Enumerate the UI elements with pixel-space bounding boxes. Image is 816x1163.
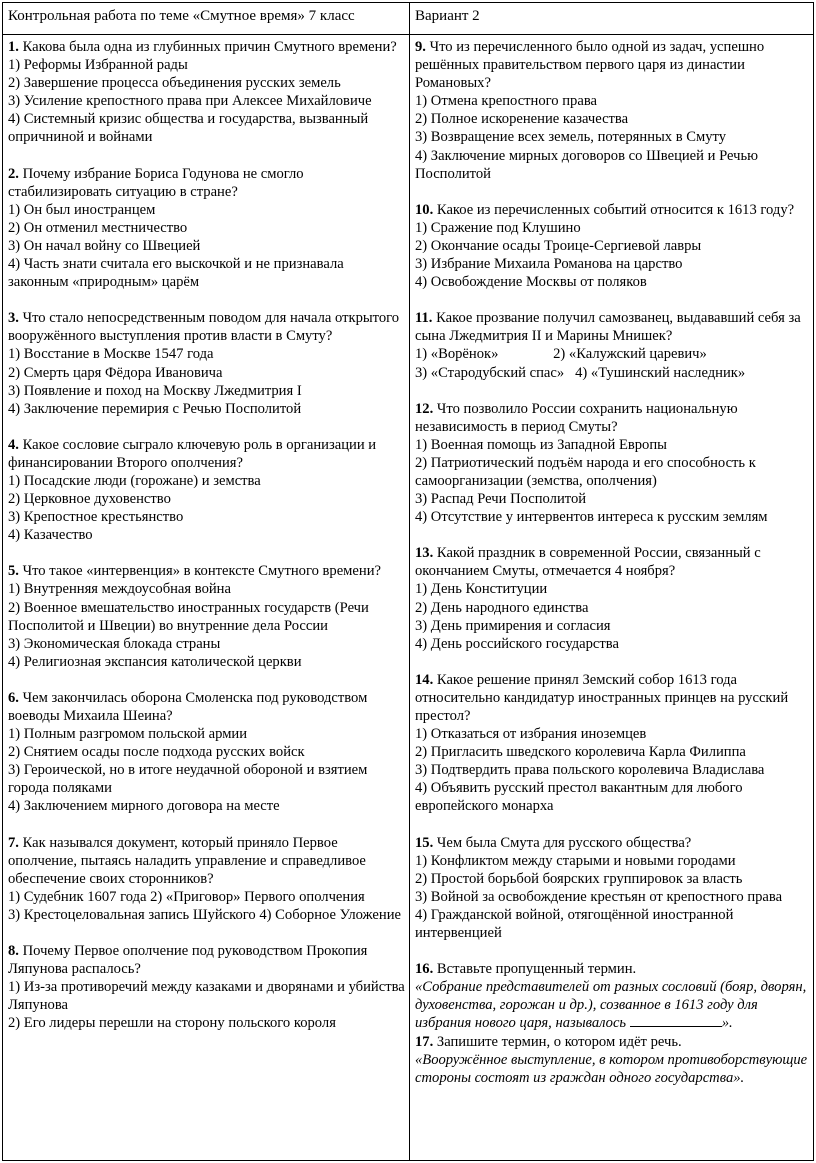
question-text: Запишите термин, о котором идёт речь. [436, 1033, 682, 1050]
right-column [415, 38, 809, 1087]
question-1 [8, 38, 406, 147]
answer-option: 4) Заключением мирного договора на месте [8, 798, 280, 815]
question-5 [8, 562, 406, 671]
question-text: Какова была одна из глубинных причин Смутного времени? [22, 39, 397, 55]
answer-option: 1) Внутренняя междоусобная война [8, 581, 231, 598]
answer-option: 4) Объявить русский престол вакантным для любого европейского монарха [415, 780, 743, 815]
answer-option: 2) Он отменил местничество [8, 219, 188, 236]
question-number: 9. [415, 39, 426, 55]
question-text: Почему Первое ополчение под руководством Прокопия Ляпунова распалось? [8, 943, 368, 978]
answer-option: 2) Пригласить шведского королевича Карла Филиппа [415, 744, 746, 761]
answer-option: 1) «Ворёнок» 2) «Калужский царевич» [415, 346, 707, 363]
question-text: Что стало непосредственным поводом для начала открытого вооружённого выступления против власти в Смуту? [8, 310, 400, 345]
question-number: 14. [415, 671, 434, 688]
question-text: Что из перечисленного было одной из задач, успешно решённых правительством первого царя из династии Романовых? [415, 39, 765, 92]
answer-option: 2) Церковное духовенство [8, 491, 171, 508]
column-divider [409, 3, 410, 1160]
question-11 [415, 309, 809, 381]
variant-label: Вариант 2 [415, 8, 480, 24]
question-text: Какое прозвание получил самозванец, выдававший себя за сына Лжедмитрия II и Марины Мнишек? [415, 310, 801, 345]
question-number: 12. [415, 400, 434, 417]
answer-option: 4) Системный кризис общества и государства, вызванный опричниной и войнами [8, 111, 369, 146]
left-column [8, 38, 406, 1033]
answer-option: 2) День народного единства [415, 599, 589, 616]
question-number: 16. [415, 961, 434, 978]
answer-option: 3) Крестоцеловальная запись Шуйского 4) Соборное Уложение [8, 906, 401, 923]
answer-option: 2) Патриотический подъём народа и его способность к самоорганизации (земства, ополчения) [415, 454, 756, 489]
answer-option: 2) Снятием осады после подхода русских войск [8, 744, 305, 761]
answer-option: 4) Религиозная экспансия католической церкви [8, 653, 302, 670]
answer-option: 1) Военная помощь из Западной Европы [415, 436, 667, 453]
answer-option: 3) Экономическая блокада страны [8, 635, 221, 652]
question-12 [415, 400, 809, 527]
question-number: 8. [8, 943, 19, 960]
worksheet-table [2, 2, 814, 1161]
question-text: Какой праздник в современной России, связанный с окончанием Смуты, отмечается 4 ноября? [415, 545, 761, 580]
question-quote: «Собрание представителей от разных сословий (бояр, дворян, духовенства, горожан и др.), созванное в 1613 году для избрания нового царя, называлось [415, 979, 807, 1032]
question-number: 1. [8, 39, 19, 55]
question-14 [415, 671, 809, 816]
answer-option: 1) Отказаться от избрания иноземцев [415, 726, 647, 743]
answer-option: 4) Часть знати считала его выскочкой и не признавала законным «природным» царём [8, 256, 344, 291]
question-number: 2. [8, 165, 19, 182]
question-17 [415, 1033, 809, 1087]
question-number: 13. [415, 545, 434, 562]
question-6 [8, 689, 406, 816]
answer-option: 1) Конфликтом между старыми и новыми городами [415, 852, 736, 869]
answer-option: 1) Он был иностранцем [8, 201, 156, 218]
question-16 [415, 960, 809, 1032]
question-number: 6. [8, 689, 19, 706]
answer-option: 2) Простой борьбой боярских группировок за власть [415, 870, 743, 887]
quote-end: ». [721, 1015, 733, 1032]
answer-option: 2) Окончание осады Троице-Сергиевой лавры [415, 237, 702, 254]
answer-option: 3) День примирения и согласия [415, 617, 611, 634]
header-divider [3, 34, 813, 35]
answer-option: 4) Казачество [8, 527, 93, 544]
question-quote: «Вооружённое выступление, в котором противоборствующие стороны состоят из граждан одного государства». [415, 1051, 808, 1086]
question-text: Какое из перечисленных событий относится к 1613 году? [436, 201, 795, 218]
answer-option: 3) Возвращение всех земель, потерянных в Смуту [415, 129, 727, 146]
answer-option: 4) Гражданской войной, отягощённой иностранной интервенцией [415, 906, 734, 942]
question-13 [415, 544, 809, 653]
question-text: Какое сословие сыграло ключевую роль в организации и финансировании Второго ополчения? [8, 436, 377, 471]
answer-option: 1) Реформы Избранной рады [8, 57, 188, 74]
answer-option: 3) «Стародубский спас» 4) «Тушинский наследник» [415, 364, 746, 381]
answer-option: 1) Сражение под Клушино [415, 219, 581, 236]
worksheet-title: Контрольная работа по теме «Смутное время» 7 класс [8, 8, 355, 24]
question-number: 11. [415, 310, 433, 327]
question-text: Чем закончилась оборона Смоленска под руководством воеводы Михаила Шеина? [8, 689, 368, 724]
answer-option: 4) Заключение мирных договоров со Швецией и Речью Посполитой [415, 147, 759, 182]
question-4 [8, 436, 406, 545]
answer-option: 4) Заключение перемирия с Речью Посполитой [8, 400, 302, 417]
answer-option: 2) Военное вмешательство иностранных государств (Речи Посполитой и Швеции) во внутренние дела России [8, 599, 369, 634]
question-number: 3. [8, 310, 19, 327]
answer-option: 1) День Конституции [415, 581, 548, 598]
answer-option: 3) Появление и поход на Москву Лжедмитрия I [8, 382, 302, 399]
answer-option: 1) Полным разгромом польской армии [8, 726, 248, 743]
answer-option: 3) Он начал войну со Швецией [8, 237, 201, 254]
question-10 [415, 201, 809, 291]
question-8 [8, 942, 406, 1032]
question-text: Почему избрание Бориса Годунова не смогло стабилизировать ситуацию в стране? [8, 165, 304, 200]
answer-option: 1) Посадские люди (горожане) и земства [8, 472, 261, 489]
question-text: Чем была Смута для русского общества? [436, 834, 692, 851]
answer-option: 1) Из-за противоречий между казаками и дворянами и убийства Ляпунова [8, 979, 405, 1014]
answer-option: 1) Отмена крепостного права [415, 93, 597, 110]
answer-option: 3) Усиление крепостного права при Алексее Михайловиче [8, 93, 372, 110]
question-number: 4. [8, 436, 19, 453]
question-number: 5. [8, 563, 19, 580]
answer-option: 2) Полное искоренение казачества [415, 111, 629, 128]
question-3 [8, 309, 406, 418]
question-number: 15. [415, 834, 434, 851]
answer-option: 3) Войной за освобождение крестьян от крепостного права [415, 888, 783, 905]
answer-option: 1) Восстание в Москве 1547 года [8, 346, 214, 363]
question-text: Как назывался документ, который приняло Первое ополчение, пытаясь наладить управление и справедливое обеспечение своих сторонников? [8, 834, 366, 887]
question-text: Вставьте пропущенный термин. [436, 961, 637, 978]
question-text: Какое решение принял Земский собор 1613 года относительно кандидатур иностранных принцев на русский престол? [415, 671, 789, 724]
answer-option: 1) Судебник 1607 года 2) «Приговор» Первого ополчения [8, 888, 365, 905]
answer-option: 3) Распад Речи Посполитой [415, 491, 587, 508]
question-9 [415, 38, 809, 183]
answer-option: 3) Избрание Михаила Романова на царство [415, 256, 683, 273]
question-text: Что такое «интервенция» в контексте Смутного времени? [22, 563, 381, 580]
answer-option: 4) День российского государства [415, 635, 619, 652]
answer-option: 3) Героической, но в итоге неудачной обороной и взятием города поляками [8, 762, 368, 797]
question-number: 17. [415, 1033, 434, 1050]
answer-option: 4) Освобождение Москвы от поляков [415, 274, 647, 291]
answer-option: 3) Подтвердить права польского королевича Владислава [415, 762, 765, 779]
question-7 [8, 834, 406, 924]
answer-option: 2) Его лидеры перешли на сторону польского короля [8, 1015, 336, 1032]
answer-option: 3) Крепостное крестьянство [8, 509, 184, 526]
answer-option: 2) Смерть царя Фёдора Ивановича [8, 364, 223, 381]
answer-blank[interactable] [630, 1014, 722, 1027]
question-text: Что позволило России сохранить национальную независимость в период Смуты? [415, 400, 738, 435]
question-number: 10. [415, 201, 434, 218]
question-15 [415, 834, 809, 943]
answer-option: 2) Завершение процесса объединения русских земель [8, 75, 341, 92]
question-2 [8, 165, 406, 292]
question-number: 7. [8, 834, 19, 851]
answer-option: 4) Отсутствие у интервентов интереса к русским землям [415, 509, 768, 526]
